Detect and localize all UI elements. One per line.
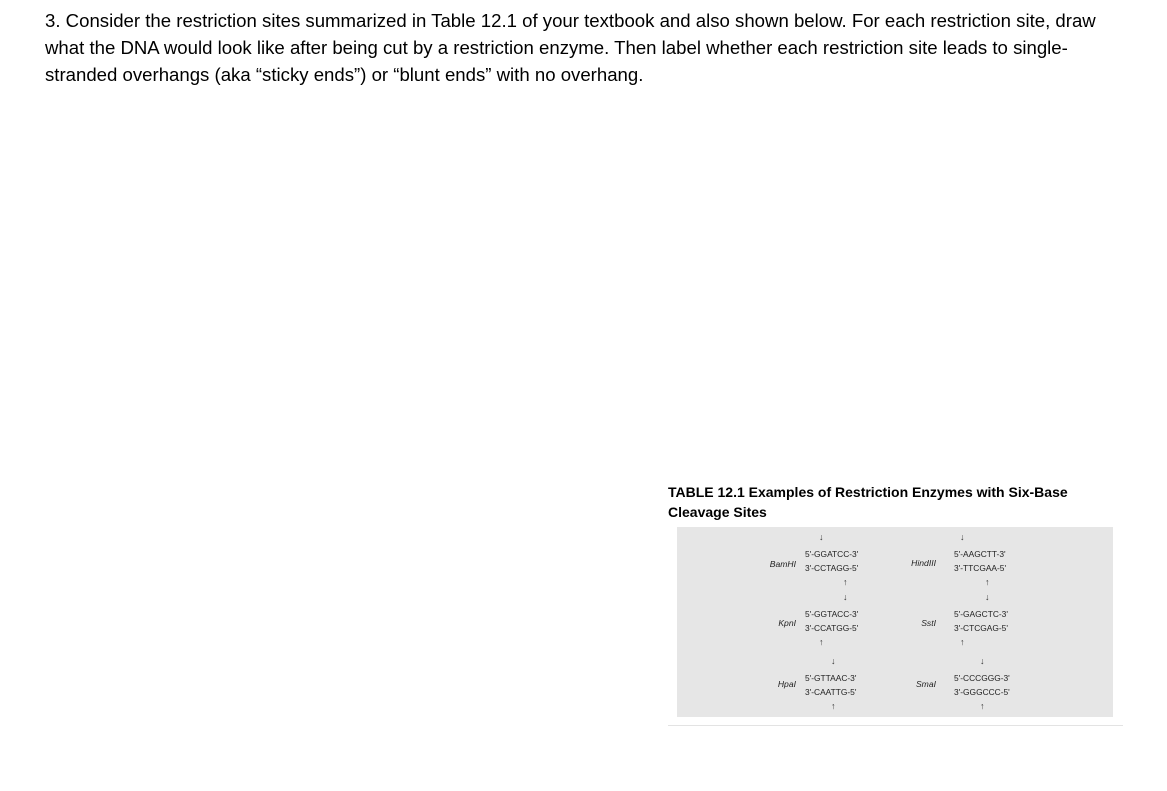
cut-arrow-top: ↓ (831, 656, 836, 666)
cut-arrow-bottom: ↑ (960, 637, 965, 647)
table-title: TABLE 12.1 Examples of Restriction Enzymes with Six-Base Cleavage Sites (668, 484, 1068, 520)
cut-arrow-top: ↓ (819, 532, 824, 542)
top-strand: 5'-GGTACC-3' (805, 609, 859, 619)
bottom-strand: 3'-TTCGAA-5' (954, 563, 1007, 573)
bottom-strand: 3'-GGGCCC-5' (954, 687, 1010, 697)
cut-arrow-bottom: ↑ (831, 701, 836, 711)
enzyme-name: HindIII (911, 558, 936, 568)
cut-arrow-top: ↓ (843, 592, 848, 602)
enzyme-name: KpnI (778, 618, 796, 628)
top-strand: 5'-GAGCTC-3' (954, 609, 1008, 619)
table-bottom-rule (668, 725, 1123, 726)
bottom-strand: 3'-CTCGAG-5' (954, 623, 1008, 633)
top-strand: 5'-CCCGGG-3' (954, 673, 1010, 683)
cut-arrow-top: ↓ (960, 532, 965, 542)
restriction-table (677, 527, 1113, 717)
cut-arrow-top: ↓ (985, 592, 990, 602)
enzyme-name: HpaI (777, 679, 796, 689)
cut-arrow-bottom: ↑ (980, 701, 985, 711)
top-strand: 5'-GGATCC-3' (805, 549, 859, 559)
bottom-strand: 3'-CCATGG-5' (805, 623, 859, 633)
top-strand: 5'-AAGCTT-3' (954, 549, 1006, 559)
bottom-strand: 3'-CAATTG-5' (805, 687, 857, 697)
cut-arrow-bottom: ↑ (819, 637, 824, 647)
bottom-strand: 3'-CCTAGG-5' (805, 563, 859, 573)
cut-arrow-top: ↓ (980, 656, 985, 666)
enzyme-name: SstI (921, 618, 936, 628)
enzyme-name: SmaI (915, 679, 936, 689)
question-text: 3. Consider the restriction sites summarized in Table 12.1 of your textbook and also shown below. For each restriction site, draw what the DNA would look like after being cut by a restriction enzyme. Then label whether each restriction site leads to single-stranded overhangs (aka “sticky ends”) or “blunt ends” with no overhang. (45, 10, 1096, 85)
enzyme-name: BamHI (769, 559, 796, 569)
cut-arrow-bottom: ↑ (843, 577, 848, 587)
top-strand: 5'-GTTAAC-3' (805, 673, 857, 683)
cut-arrow-bottom: ↑ (985, 577, 990, 587)
